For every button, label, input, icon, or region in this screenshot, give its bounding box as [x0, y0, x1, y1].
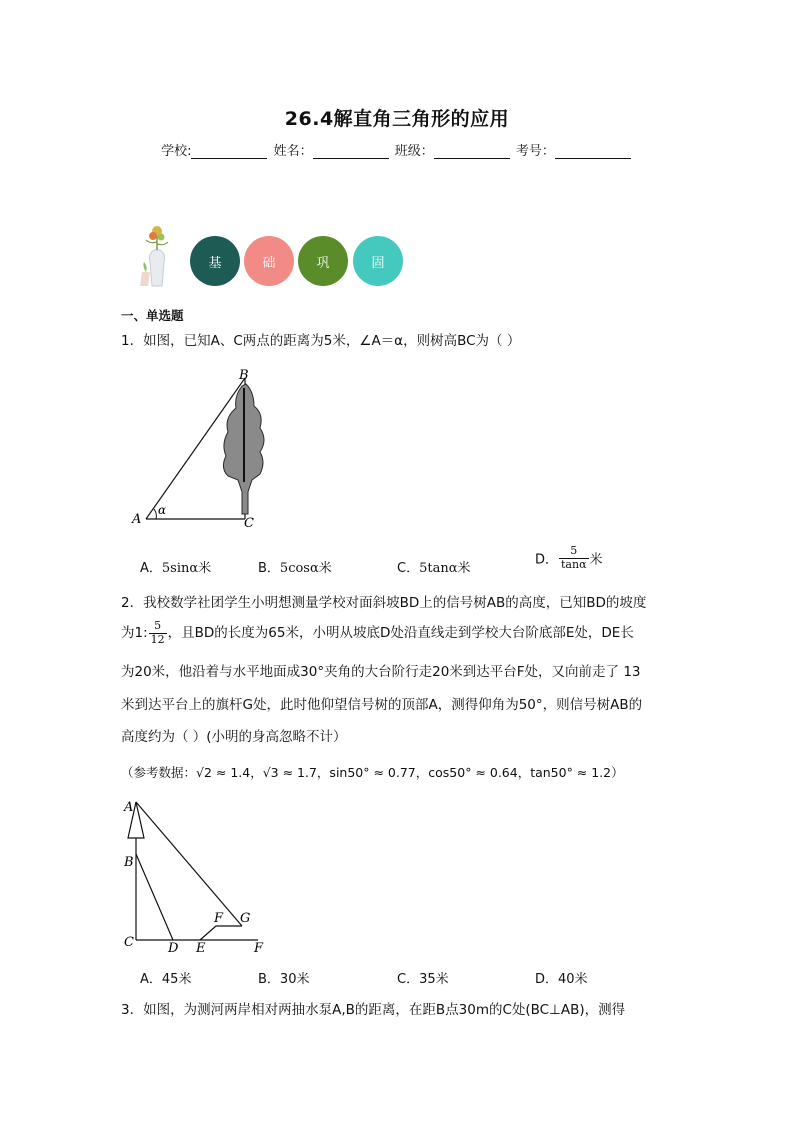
q1-option-b-label: B． — [258, 561, 280, 576]
q1-option-b-text: 5cosα米 — [279, 561, 332, 576]
q2-slope-fraction — [149, 620, 167, 646]
q3-stem-line-1: 3．如图，为测河两岸相对两抽水泵A,B的距离，在距B点30m的C处(BC⊥AB)，测得 — [121, 1002, 626, 1018]
page-title: 26.4解直角三角形的应用 — [284, 108, 510, 130]
q2-slope-prefix: 为1: — [121, 625, 148, 642]
q1-label-c: C — [244, 516, 254, 531]
badge-chu: 础 — [244, 236, 294, 286]
q2-label-c: C — [124, 935, 134, 950]
q1-option-d-numerator: 5 — [559, 545, 589, 559]
q1-option-d-label: D． — [535, 552, 559, 568]
q1-option-c-text: 5tanα米 — [419, 561, 471, 576]
q2-label-f-upper: F — [214, 911, 224, 926]
student-info-line — [0, 140, 794, 159]
q1-label-b: B — [239, 368, 249, 383]
q1-option-a-text: 5sinα米 — [161, 561, 212, 576]
q2-stem-line-2 — [121, 620, 634, 646]
q2-option-a-text: 45米 — [161, 972, 192, 987]
q2-reference-data: （参考数据：√2 ≈ 1.4，√3 ≈ 1.7，sin50° ≈ 0.77，cos50° ≈ 0.64，tan50° ≈ 1.2） — [121, 765, 624, 780]
q2-option-c-label: C． — [397, 972, 420, 987]
q2-slope-numerator: 5 — [149, 620, 167, 634]
q1-label-a: A — [132, 512, 142, 527]
school-label: 学校: — [161, 144, 192, 159]
q2-stem-line-1: 2．我校数学社团学生小明想测量学校对面斜坡BD上的信号树AB的高度，已知BD的坡度 — [121, 595, 647, 611]
q2-option-d-label: D． — [535, 972, 559, 987]
q2-stem-line-5: 高度约为（ ）(小明的身高忽略不计） — [121, 729, 347, 745]
q2-option-b-label: B． — [258, 972, 280, 987]
q1-stem: 1．如图，已知A、C两点的距离为5米，∠A＝α，则树高BC为（ ） — [121, 333, 521, 349]
school-blank — [191, 144, 267, 159]
badge-ji: 基 — [190, 236, 240, 286]
q2-option-d-text: 40米 — [558, 972, 588, 987]
q2-label-e: E — [196, 941, 206, 956]
q2-label-g: G — [240, 911, 251, 926]
q2-option-a-label: A． — [140, 972, 162, 987]
q2-option-b[interactable] — [258, 968, 309, 987]
q2-stem-line-3: 为20米，他沿着与水平地面成30°夹角的大台阶行走20米到达平台F处，又向前走了 13 — [121, 664, 641, 680]
q1-tree-figure — [126, 364, 276, 534]
q2-slope-denominator: 12 — [150, 632, 165, 646]
q1-option-d-unit: 米 — [589, 552, 603, 568]
q2-option-c[interactable] — [397, 968, 449, 987]
q1-option-a[interactable] — [140, 557, 211, 576]
q2-label-d: D — [168, 941, 179, 956]
class-label: 班级： — [394, 144, 434, 159]
q1-option-a-label: A． — [140, 561, 162, 576]
flower-vase-icon — [134, 222, 180, 288]
q1-option-b[interactable] — [258, 557, 332, 576]
name-blank — [313, 144, 389, 159]
badge-gong: 巩 — [298, 236, 348, 286]
q2-option-a[interactable] — [140, 968, 191, 987]
q1-label-alpha: α — [158, 503, 167, 517]
exam-number-blank — [555, 144, 631, 159]
name-label: 姓名： — [273, 144, 313, 159]
q1-option-d-denominator: tanα — [561, 557, 587, 571]
section-heading: 一、单选题 — [121, 308, 184, 323]
q1-option-d-fraction — [559, 545, 589, 571]
q2-option-d[interactable] — [535, 968, 588, 987]
q2-slope-suffix: ，且BD的长度为65米，小明从坡底D处沿直线走到学校大台阶底部E处，DE长 — [167, 625, 634, 642]
q2-label-f-lower: F — [254, 941, 264, 956]
exam-number-label: 考号： — [515, 144, 555, 159]
q2-label-a: A — [124, 800, 134, 815]
q2-option-b-text: 30米 — [279, 972, 310, 987]
q1-option-c-label: C． — [397, 561, 420, 576]
q2-slope-figure — [118, 792, 278, 958]
q2-stem-line-4: 米到达平台上的旗杆G处，此时他仰望信号树的顶部A，测得仰角为50°，则信号树AB的 — [121, 697, 643, 713]
q2-option-c-text: 35米 — [419, 972, 449, 987]
q1-option-c[interactable] — [397, 557, 470, 576]
q1-option-d[interactable] — [535, 545, 603, 571]
q2-label-b: B — [124, 855, 134, 870]
badge-gu: 固 — [353, 236, 403, 286]
class-blank — [434, 144, 510, 159]
